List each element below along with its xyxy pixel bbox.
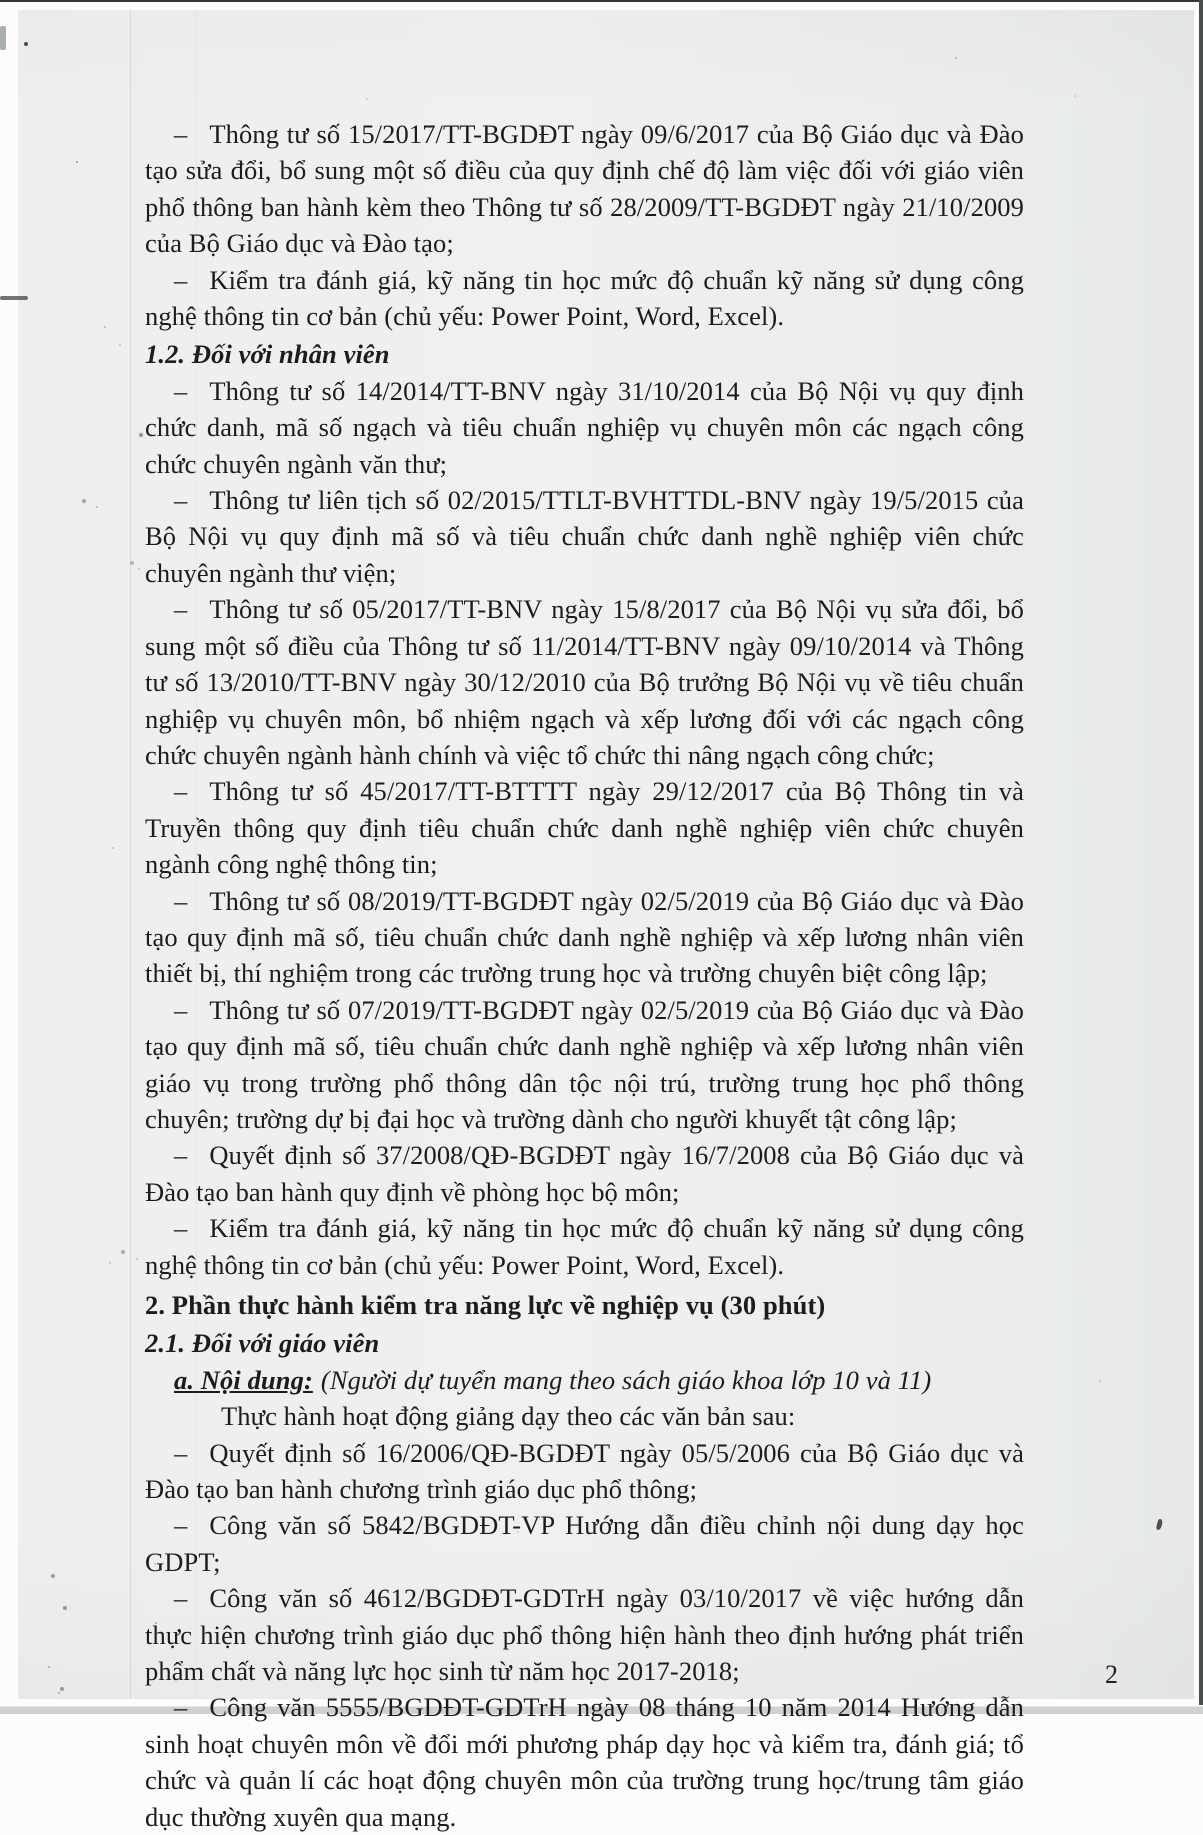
list-item — [145, 992, 1024, 1138]
subsection-a-note: (Người dự tuyển mang theo sách giáo khoa lớp 10 và 11) — [320, 1364, 932, 1395]
scan-fold-line — [130, 10, 131, 1699]
dash-marker: – — [174, 485, 188, 516]
dash-marker: – — [174, 375, 188, 406]
section-heading-1-2: 1.2. Đối với nhân viên — [145, 339, 390, 370]
paragraph-text: Kiểm tra đánh giá, kỹ năng tin học mức độ chuẩn kỹ năng sử dụng công nghệ thông tin cơ bản (chủ yếu: Power Point, Word, Excel). — [145, 264, 1024, 332]
paragraph-text: Thông tư số 07/2019/TT-BGDĐT ngày 02/5/2019 của Bộ Giáo dục và Đào tạo quy định mã số, tiêu chuẩn chức danh nghề nghiệp và xếp lương nhân viên giáo vụ trong trường phổ thông dân tộc nội trú, trường trung học phổ thông chuyên; trường dự bị đại học và trường dành cho người khuyết tật công lập; — [145, 994, 1024, 1134]
list-item — [145, 1435, 1024, 1508]
paragraph-text: Thông tư số 45/2017/TT-BTTTT ngày 29/12/2017 của Bộ Thông tin và Truyền thông quy định tiêu chuẩn chức danh nghề nghiệp viên chức chuyên ngành công nghệ thông tin; — [145, 776, 1024, 880]
dash-marker: – — [174, 594, 188, 625]
list-item — [145, 1210, 1024, 1283]
practice-intro: Thực hành hoạt động giảng dạy theo các văn bản sau: — [221, 1401, 796, 1432]
dash-marker: – — [174, 1583, 188, 1614]
list-item — [145, 1580, 1024, 1689]
list-item — [145, 773, 1024, 882]
document-body — [145, 116, 1024, 1835]
list-item — [145, 482, 1024, 591]
paragraph-text: Thông tư số 14/2014/TT-BNV ngày 31/10/2014 của Bộ Nội vụ quy định chức danh, mã số ngạch và tiêu chuẩn nghiệp vụ chuyên môn các ngạch công chức chuyên ngành văn thư; — [145, 375, 1024, 479]
paragraph-text: Công văn 5555/BGDĐT-GDTrH ngày 08 tháng 10 năm 2014 Hướng dẫn sinh hoạt chuyên môn về đổi mới phương pháp dạy học và kiểm tra, đánh giá; tổ chức và quản lí các hoạt động chuyên môn của trường trung học/trung tâm giáo dục thường xuyên qua mạng. — [145, 1692, 1024, 1832]
section-heading-2-1: 2.1. Đối với giáo viên — [145, 1328, 380, 1359]
list-item — [145, 1507, 1024, 1580]
list-item — [145, 1137, 1024, 1210]
subsection-a — [145, 1362, 1024, 1398]
paragraph-text: Quyết định số 37/2008/QĐ-BGDĐT ngày 16/7/2008 của Bộ Giáo dục và Đào tạo ban hành quy định về phòng học bộ môn; — [145, 1140, 1024, 1207]
paragraph-text: Quyết định số 16/2006/QĐ-BGDĐT ngày 05/5/2006 của Bộ Giáo dục và Đào tạo ban hành chương trình giáo dục phổ thông; — [145, 1437, 1024, 1505]
paragraph-text: Công văn số 5842/BGDĐT-VP Hướng dẫn điều chỉnh nội dung dạy học GDPT; — [145, 1510, 1024, 1577]
list-item — [145, 591, 1024, 773]
list-item — [145, 883, 1024, 992]
section-heading-2: 2. Phần thực hành kiểm tra năng lực về nghiệp vụ (30 phút) — [145, 1290, 826, 1320]
list-item — [145, 1689, 1024, 1835]
paragraph-text: Kiểm tra đánh giá, kỹ năng tin học mức độ chuẩn kỹ năng sử dụng công nghệ thông tin cơ bản (chủ yếu: Power Point, Word, Excel). — [145, 1213, 1024, 1280]
scan-streak — [0, 296, 28, 300]
scan-edge-right — [1199, 0, 1203, 1705]
scan-smudge — [0, 26, 6, 50]
paragraph-text: Công văn số 4612/BGDĐT-GDTrH ngày 03/10/2017 về việc hướng dẫn thực hiện chương trình giáo dục phổ thông hiện hành theo định hướng phát triển phẩm chất và năng lực học sinh từ năm học 2017-2018; — [145, 1583, 1024, 1687]
list-item — [145, 373, 1024, 482]
dash-marker: – — [174, 119, 188, 149]
list-item — [145, 262, 1024, 335]
list-item — [145, 116, 1024, 262]
page-number: 2 — [1105, 1660, 1118, 1689]
scan-edge-top — [0, 0, 1203, 2]
dash-marker: – — [174, 264, 188, 295]
dash-marker: – — [174, 994, 188, 1025]
paragraph-text: Thông tư số 05/2017/TT-BNV ngày 15/8/2017 của Bộ Nội vụ sửa đổi, bổ sung một số điều của Thông tư số 11/2014/TT-BNV ngày 09/10/2014 và Thông tư số 13/2010/TT-BNV ngày 30/12/2010 của Bộ trưởng Bộ Nội vụ về tiêu chuẩn nghiệp vụ chuyên môn, bổ nhiệm ngạch và xếp lương đối với các ngạch công chức chuyên ngành hành chính và việc tổ chức thi nâng ngạch công chức; — [145, 594, 1024, 770]
dash-marker: – — [174, 1437, 188, 1468]
paragraph-text: Thông tư số 15/2017/TT-BGDĐT ngày 09/6/2017 của Bộ Giáo dục và Đào tạo sửa đổi, bổ sung một số điều của quy định chế độ làm việc đối với giáo viên phổ thông ban hành kèm theo Thông tư số 28/2009/TT-BGDĐT ngày 21/10/2009 của Bộ Giáo dục và Đào tạo; — [145, 119, 1024, 259]
subsection-a-label: a. Nội dung: — [174, 1364, 313, 1395]
dash-marker: – — [174, 776, 188, 807]
paragraph-text: Thông tư số 08/2019/TT-BGDĐT ngày 02/5/2019 của Bộ Giáo dục và Đào tạo quy định mã số, tiêu chuẩn chức danh nghề nghiệp và xếp lương nhân viên thiết bị, thí nghiệm trong các trường trung học và trường chuyên biệt công lập; — [145, 885, 1024, 989]
dash-marker: – — [174, 1213, 188, 1244]
dash-marker: – — [174, 1692, 188, 1723]
paragraph-text: Thông tư liên tịch số 02/2015/TTLT-BVHTTDL-BNV ngày 19/5/2015 của Bộ Nội vụ quy định mã số và tiêu chuẩn chức danh nghề nghiệp viên chức chuyên ngành thư viện; — [145, 485, 1024, 588]
dash-marker: – — [174, 1140, 188, 1171]
dash-marker: – — [174, 1510, 188, 1541]
dash-marker: – — [174, 885, 188, 916]
